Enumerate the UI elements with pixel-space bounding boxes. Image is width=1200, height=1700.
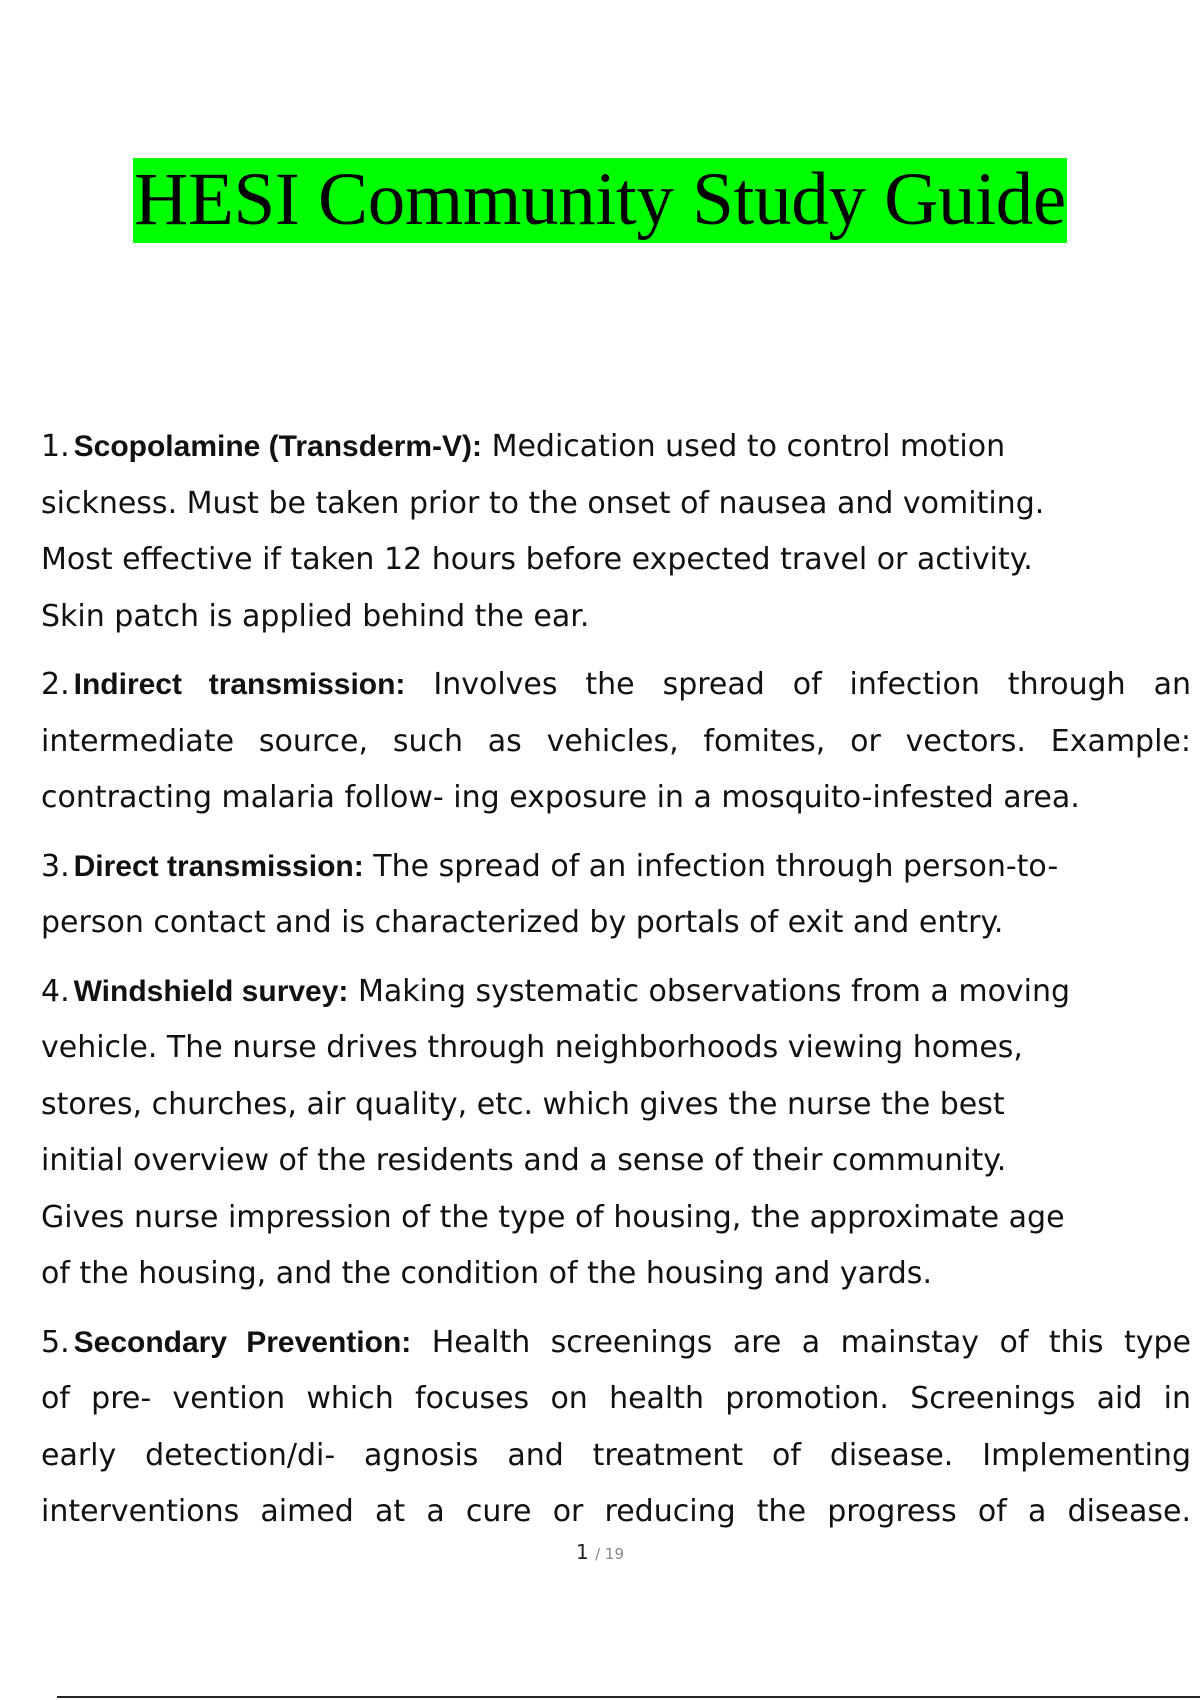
item-text: Involves the spread of infection through an: [405, 667, 1191, 702]
list-item: [41, 964, 1191, 1303]
study-items-list: [41, 419, 1191, 1553]
item-line: of pre- vention which focuses on health promotion. Screenings aid in: [41, 1381, 1191, 1416]
item-line: intermediate source, such as vehicles, fomites, or vectors. Example:: [41, 723, 1191, 759]
page-total: / 19: [595, 1545, 624, 1563]
item-term: Indirect transmission:: [73, 668, 406, 701]
list-item: [41, 657, 1191, 827]
item-line: contracting malaria follow- ing exposure in a mosquito-infested area.: [41, 780, 1080, 815]
list-item: [41, 419, 1191, 645]
item-text: Health screenings are a mainstay of this type: [411, 1324, 1191, 1360]
item-line: sickness. Must be taken prior to the onset of nausea and vomiting.: [41, 485, 1045, 521]
item-text: Making systematic observations from a moving: [348, 973, 1071, 1009]
item-line: [41, 964, 1191, 1021]
item-line: interventions aimed at a cure or reducing the progress of a disease.: [41, 1494, 1191, 1529]
list-item: [41, 839, 1191, 952]
item-number: 3.: [41, 848, 70, 884]
list-item: [41, 1315, 1191, 1541]
item-line: Gives nurse impression of the type of housing, the approximate age: [41, 1199, 1065, 1235]
item-term: Direct transmission:: [73, 849, 364, 883]
item-line: [41, 839, 1191, 896]
item-line: [41, 657, 1191, 714]
item-line: [41, 419, 1191, 476]
item-line: [41, 1315, 1191, 1372]
item-number: 2.: [41, 667, 70, 702]
item-number: 1.: [41, 429, 70, 464]
item-line: vehicle. The nurse drives through neighborhoods viewing homes,: [41, 1030, 1023, 1065]
bottom-divider: [57, 1696, 1200, 1698]
item-text: The spread of an infection through person-to-: [363, 848, 1059, 884]
item-line: initial overview of the residents and a sense of their community.: [41, 1143, 1007, 1178]
item-term: Scopolamine (Transderm-V):: [73, 430, 483, 463]
item-term: Secondary Prevention:: [73, 1325, 412, 1359]
item-line: early detection/di- agnosis and treatment of disease. Implementing: [41, 1437, 1191, 1473]
item-text: Medication used to control motion: [482, 429, 1006, 464]
item-number: 4.: [41, 973, 70, 1009]
item-line: person contact and is characterized by portals of exit and entry.: [41, 905, 1004, 940]
item-line: of the housing, and the condition of the housing and yards.: [41, 1256, 932, 1291]
item-line: stores, churches, air quality, etc. which gives the nurse the best: [41, 1086, 1005, 1122]
title-container: [0, 158, 1200, 243]
page-number: 1: [575, 1540, 589, 1564]
document-title: HESI Community Study Guide: [134, 158, 1066, 241]
item-line: Most effective if taken 12 hours before expected travel or activity.: [41, 542, 1033, 577]
item-line: Skin patch is applied behind the ear.: [41, 598, 590, 634]
item-number: 5.: [41, 1324, 70, 1360]
page-indicator: [0, 1540, 1200, 1564]
item-term: Windshield survey:: [73, 974, 349, 1008]
